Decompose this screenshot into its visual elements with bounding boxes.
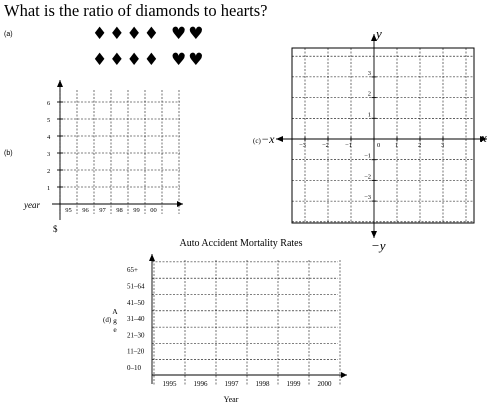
graph-b-y-tick-label: 2 [47,168,51,175]
graph-d-grid [152,260,340,386]
graph-c-x-tick-label: −3 [299,142,306,149]
graph-b-x-tick-label: 96 [82,207,89,214]
question-text: What is the ratio of diamonds to hearts? [4,1,268,20]
graph-c-neg-x-label: −x [261,132,275,146]
graph-b-y-tick-label: 3 [47,151,51,158]
graph-c-x-tick-label: 1 [395,142,399,149]
graph-d-x-year-label: 1995 [162,380,177,388]
graph-b-x-tick-label: 95 [65,207,72,214]
graph-b-x-tick-label: 99 [133,207,140,214]
graph-c-x-tick-label: 2 [418,142,422,149]
graph-b-y-tick-label: 5 [47,117,51,124]
diamonds-row-1: ♦♦♦♦ [92,24,161,44]
graph-d-y-category-label: 21–30 [127,331,145,340]
graph-d-y-label-letter: g [113,316,117,325]
graph-c-pos-y-label: y [376,26,382,41]
graph-c-pos-x-label: x [481,130,487,145]
graph-c-x-arrow-left [276,136,283,142]
graph-c-x-ticks [299,137,444,150]
graph-b-y-tick-label: 6 [47,100,51,107]
graph-d-x-label: Year [223,395,239,404]
graph-d-y-category-label: 0–10 [127,364,141,372]
graph-c-x-tick-label: −1 [345,142,352,149]
graph-c-y-tick-label: 1 [367,111,371,119]
graph-d-x-year-label: 1998 [255,380,270,388]
graph-d-x-year-label: 1997 [224,380,239,388]
graph-c-grid [292,48,474,223]
graph-b-y-tick-label: 4 [47,134,51,141]
graph-b-grid [60,90,180,214]
graph-d-y-categories [127,266,145,372]
graph-b-x-arrow [177,201,183,207]
graph-c-y-tick-label: 2 [367,90,371,98]
hearts-row-2: ♥♥ [171,50,206,70]
graph-d-y-category-label: 11–20 [127,347,145,356]
graph-d-y-category-label: 65+ [127,266,138,275]
graph-d-title: Auto Accident Mortality Rates [179,238,303,249]
graph-c-x-tick-label: 0 [377,142,381,149]
graph-c-y-arrow-bottom [371,231,377,238]
graph-d-y-category-label: 51–64 [127,282,145,291]
graph-b-x-tick-label: 98 [116,207,123,214]
graph-b-y-arrow [57,80,63,87]
graph-d-y-category-label: 31–40 [127,315,145,324]
graph-c-y-ticks [364,70,376,201]
graph-b-y-ticks [47,100,63,192]
graph-c-y-tick-label: −3 [364,194,371,202]
graph-b-x-tick-label: 00 [150,207,157,214]
graph-c-y-tick-label: −2 [364,173,371,181]
graph-b-axes [52,80,183,220]
graph-c-x-tick-label: −2 [322,142,329,149]
graph-d-y-label-letter: A [112,307,118,316]
hearts-row-1: ♥♥ [171,24,206,44]
graph-c-y-tick-label: 3 [367,69,371,77]
graph-b-x-label: year [24,200,40,210]
graph-d-x-year-label: 1996 [193,380,208,388]
graph-b-y-label: $ [53,224,58,234]
graph-d-y-arrow [149,254,155,261]
graph-c-frame [292,48,474,223]
graph-d-y-label-letter: e [113,325,117,334]
graph-d-y-category-label: 41–50 [127,298,145,307]
graph-c-y-tick-label: −1 [364,152,371,160]
part-a-label: (a) [4,31,13,38]
graph-d-y-label [112,307,118,334]
graph-d-x-year-label: 1999 [286,380,301,388]
part-c-label: (c) [253,137,261,145]
graph-c-neg-y-label: −y [371,238,386,253]
part-d-label: (d) [103,316,112,324]
diamonds-row-2: ♦♦♦♦ [92,50,161,70]
graph-d-x-arrow [341,372,347,378]
graph-b-x-tick-label: 97 [99,207,106,214]
graph-c-x-tick-label: 3 [441,142,445,149]
graph-d-x-year-label: 2000 [317,380,332,388]
part-b-label: (b) [4,150,13,157]
graph-b-y-tick-label: 1 [47,185,51,192]
